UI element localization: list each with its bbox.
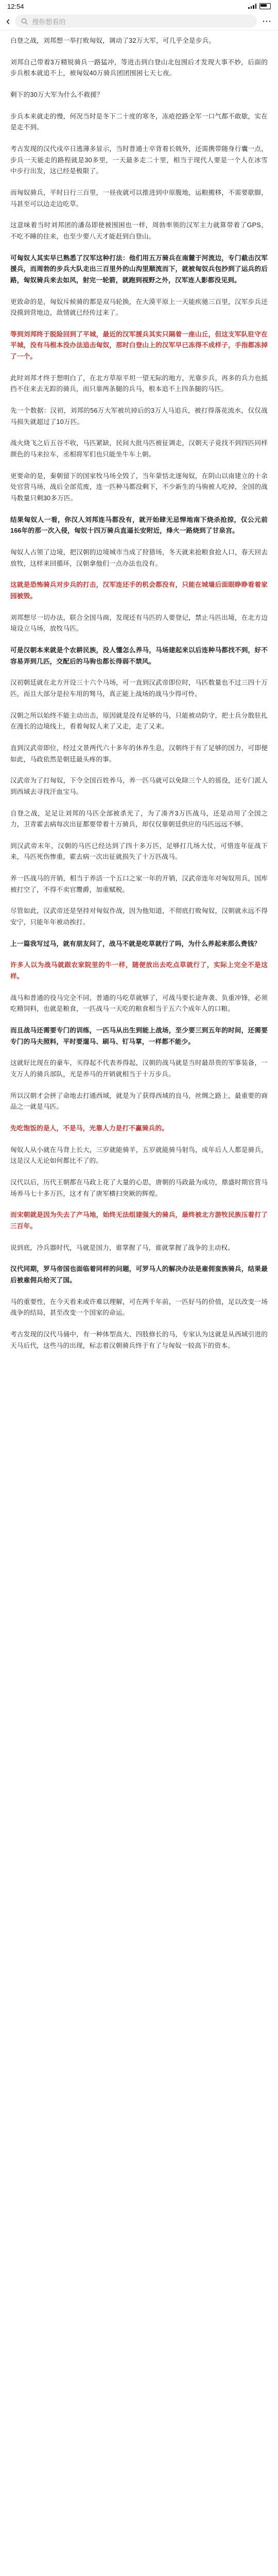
article-paragraph: 而宋朝就是因为失去了产马地，始终无法组建强大的骑兵，最终被北方游牧民族压着打了三百年。 [10,1211,268,1230]
article-paragraph: 说到底，冷兵器时代，马就是国力，谁掌握了马，谁就掌握了战争的主动权。 [10,1244,234,1251]
article-paragraph: 上一篇我写过马，就有朋友问了，战马不就是吃草就行了吗，为什么养起来那么费钱？ [10,940,261,947]
article-paragraph: 先一个数据：汉初，刘邦的56万大军被坑掉后的3万人马追兵，被打得落花流水，仅仅战马损失就超过了10万匹。 [10,407,268,426]
article-paragraph: 白登之战，刘邦想一举打败匈奴，调动了32万大军，可几乎全是步兵。 [10,37,216,44]
article-paragraph: 此时刘邦才终于想明白了，在北方草原平坦一望无际的地方，光靠步兵，再多的兵力也抵挡不住来去无踪的骑兵，而只靠两条腿的兵马，根本追不上四条腿的马匹。 [10,374,268,393]
more-icon[interactable]: ⋯ [262,15,272,26]
search-icon [21,18,28,25]
article-paragraph: 这意味着当时刘邦团的潘岛即使被围困也一样，周勃率领的汉军主力就算带着了GPS，不吃不睡的往来，也至少要八天才能赶到白登山。 [10,222,268,240]
battery-icon [259,3,271,9]
search-input[interactable] [15,14,257,28]
article-paragraph: 汉武帝为了打匈奴，下令全国百姓养马，养一匹马就可以免除三个人的徭役，还专门派人到西域去寻找汗血宝马。 [10,777,268,795]
article-paragraph: 刘邦自己带着3万精锐骑兵一路猛冲，等进击到白登山北包围后才发现大事不妙，后面的步兵根本就追不上，被匈奴40万骑兵团团围困七天七夜。 [10,58,268,77]
article-paragraph: 战火烧飞之后五谷不收，马匹紧缺，民间大批马匹被征调走，汉朝天子竟找不到四匹同样颜色的马来拉车，丞相将军们也只能坐牛车上朝。 [10,439,268,459]
article-paragraph: 可是汉朝本来就是个农耕民族，没人懂怎么养马，马场建起来以后连种马都找不到，好不容易弄到几匹，交配后的马驹也都长得弱不禁风。 [10,646,268,665]
article-paragraph: 结果匈奴人一看，你汉人刘邦连马都没有，就开始肆无忌惮地南下烧杀抢掠，仅公元前166年的那一次入侵，匈奴十四万骑兵直逼长安附近，烽火一路烧到了甘泉宫。 [10,516,268,535]
article-paragraph: 许多人以为战马就跟农家院里的牛一样，随便放出去吃点草就行了，实际上完全不是这样。 [10,961,268,980]
article-paragraph: 马的重要性，在今天看来或许难以理解，可在两千年前，一匹好马的价值，足以改变一场战争的结局，甚至改变一个国家的命运。 [10,1298,268,1317]
article-paragraph: 汉代同期，罗马帝国也面临着同样的问题，可罗马人的解决办法是雇佣蛮族骑兵，结果最后被雇佣兵给灭了国。 [10,1265,268,1284]
status-icons [248,3,271,9]
article-paragraph: 考古发现的汉代戍卒日逃薄多显示，当时普通士卒背着长戟外，还需携带随身行囊一点，步兵一天能走的路程就是30多里，一天最多走二十里，相当于现代人要是一个人在冰雪中步行出发，这已经是极限了。 [10,145,268,175]
article-paragraph: 剩下的30万大军为什么不救援？ [10,91,103,98]
article-paragraph: 考古发现的汉代马俑中，有一种体型高大、四肢修长的马，专家认为这就是从西域引进的天马后代，这些马的出现，标志着汉朝骑兵终于有了与匈奴一较高下的资本。 [10,1330,268,1349]
search-placeholder: 搜你想看的 [32,18,66,26]
article-paragraph: 而匈奴骑兵，平时日行三百里，一昼夜就可以推进到中原腹地，运粮搬移，不需要歇脚，马甚至可以边走边吃草。 [10,189,268,208]
article-paragraph: 所以汉朝才会拼了命地去打通西域，就是为了获得西域的良马，丝绸之路上，最重要的商品之一就是马匹。 [10,1092,268,1111]
article-paragraph: 到汉武帝末年，汉朝的马匹已经达到了四十多万匹，足够打几场大仗，可惜连年征战下来，马匹死伤惨重，霍去病一次出征就损失了十万匹战马。 [10,842,268,861]
article-paragraph: 养一匹战马的开销，相当于养活一个五口之家一年的开销，汉武帝连年对匈奴用兵，国库被打空了，不得不卖官鬻爵，加重赋税。 [10,875,268,893]
article-paragraph: 这就好比现在的豪车，买得起不代表养得起，汉朝的战马就是当时最昂贵的军事装备，一支万人的骑兵部队，光是养马的开销就相当于十万步兵。 [10,1059,268,1078]
article-paragraph: 而且战马还需要专门的训练，一匹马从出生到能上战场，至少要三到五年的时间，还需要专门的马夫照料，平时要遛马、刷马、钉马掌，一样都不能少。 [10,1027,268,1045]
article-paragraph: 可匈奴人其实早已熟悉了汉军这种打法：他们用五万骑兵在南麓于河流边，专门截击汉军援兵，而周勃的步兵大队走出三百里外的山沟里顺流而下，就被匈奴兵包抄到了运兵的后路，匈奴骑兵来去如风，射完一轮箭，就跑到视野之外，汉军连人影都没见到。 [10,254,268,284]
article-paragraph: 先吃饱饭的是人，不是马，光靠人力是打不赢骑兵的。 [10,1124,169,1132]
article-paragraph: 更致命的是，匈奴斥候骑的都是双马轮换，在大漠平原上一天能疾驰三百里，汉军步兵还没摸到营地边，敌情就已经传过来了。 [10,298,268,317]
article-paragraph: 汉代以后，历代王朝都在马政上花了大量的心思，唐朝的马政最为成功，鼎盛时期官营马场养马七十多万匹，这才有了唐军横扫突厥的辉煌。 [10,1178,268,1197]
article-paragraph: 这就是恐怖骑兵对步兵的打击，汉军连还手的机会都没有，只能在城墙后面眼睁睁看着家园被毁。 [10,581,268,600]
article-paragraph: 汉初朝廷就在北方开设三十六个马场，可一直到汉武帝即位时，马匹数量也不过三四十万匹，而且大部分是拉车用的驽马，真正能上战场的战马少得可怜。 [10,679,268,698]
back-icon[interactable]: ‹ [6,14,10,27]
article-paragraph: 战马和普通的役马完全不同，普通的马吃草就够了，可战马要长途奔袭、负重冲锋，必须吃精饲料，也就是粮食，一匹战马一天吃的粮食相当于五六个成年人的口粮。 [10,994,268,1013]
article-paragraph: 步兵本来就走的慢，何况当时是冬下二十度的寒冬，冻疮挖路全军一口气都不敢歇，实在是走不到。 [10,112,268,131]
article-paragraph: 汉朝之所以始终不能主动出击，原因就是没有足够的马，只能被动防守，把士兵分散驻扎在漫长的边境线上，看着匈奴人来了又走，走了又来。 [10,711,268,731]
article-paragraph: 匈奴人从小就在马背上长大，三岁就能骑羊，五岁就能骑马射鸟，成年后人人都是骑兵，这是汉人无论如何都比不了的。 [10,1146,268,1165]
article-paragraph: 尽管如此，汉武帝还是坚持对匈奴作战，因为他知道，不彻底打败匈奴，汉朝就永远不得安宁，只能年年被动挨打。 [10,907,268,926]
status-bar [0,0,278,12]
article-paragraph: 刘邦想尽一切办法，联合全国马商，发现还有马匹的人要登记，禁止马匹出境，在北方边境设立马场，放牧马匹。 [10,614,268,633]
article-paragraph: 等到刘邦终于脱险回到了平城，最近的汉军援兵其实只隔着一座山丘，但这支军队驻守在平城，没有马根本没办法追击匈奴，那时白登山上的汉军早已冻得不成样子，手指都冻掉了一个。 [10,330,268,361]
article-body [0,30,278,1351]
article-paragraph: 更要命的是，秦朝留下的国家牧马场全毁了，当年蒙恬北逐匈奴，在阴山以南建立的十余处官营马场，战后全部荒废，连一匹种马都没剩下，不少新生的马驹被人吃掉，全国的战马数量只剩30多万匹。 [10,472,268,502]
status-time: 12:54 [7,2,24,10]
article-paragraph: 直到汉武帝即位，经过文景两代六十多年的休养生息，汉朝终于有了足够的国力，可即便如此，马政依然是朝廷最头疼的事。 [10,744,268,763]
article-paragraph: 匈奴人占领了边境，把汉朝的边境城市当成了狩猎场，冬天就来抢粮食抢人口，春天回去放牧，这样来回循环，汉朝拿他们一点办法也没有。 [10,549,268,567]
top-bar [0,12,278,30]
signal-icon [248,4,256,9]
article-paragraph: 自登之战，足足让刘邦的马匹全部被杀光了，为了凑齐3万匹战马，还是动用了全国之力，卫青霍去病每次出征都要带着十万骑兵，却仅仅靠朝廷供应的马匹远远不够。 [10,809,268,828]
